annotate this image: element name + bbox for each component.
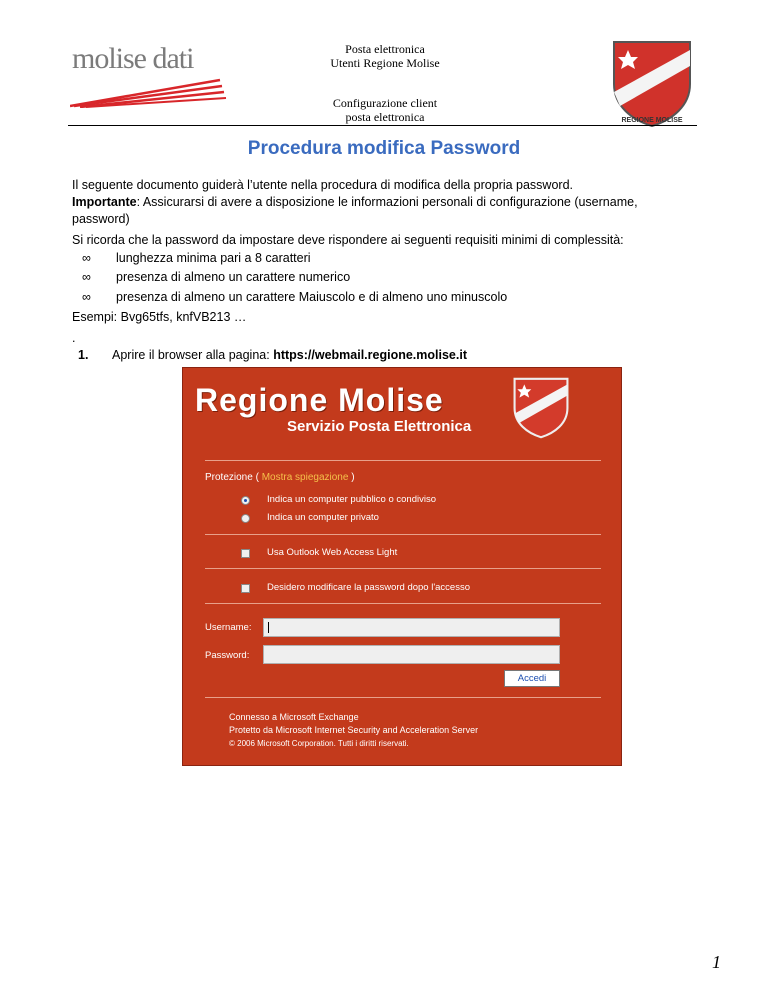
footer-line-1: Connesso a Microsoft Exchange xyxy=(229,712,359,722)
bullet-icon: ∞ xyxy=(82,270,91,284)
regione-molise-crest-icon xyxy=(606,40,698,128)
owa-light-label: Usa Outlook Web Access Light xyxy=(267,547,398,558)
protection-text: Protezione ( xyxy=(205,472,262,483)
owa-subtitle: Servizio Posta Elettronica xyxy=(287,418,472,435)
divider xyxy=(205,568,601,569)
important-text: : Assicurarsi di avere a disposizione le informazioni personali di configurazione (username, password) xyxy=(72,195,638,226)
step-number: 1. xyxy=(78,348,89,362)
divider xyxy=(205,534,601,535)
examples-line: Esempi: Bvg65tfs, knfVB213 … xyxy=(72,310,247,324)
radio-private-computer[interactable] xyxy=(241,514,250,523)
step-url-link[interactable]: https://webmail.regione.molise.it xyxy=(273,348,467,362)
owa-light-checkbox[interactable] xyxy=(241,549,250,558)
divider xyxy=(205,697,601,698)
important-label: Importante xyxy=(72,195,137,209)
owa-crest-icon xyxy=(509,374,573,442)
list-item xyxy=(82,270,350,284)
radio-public-computer[interactable] xyxy=(241,496,250,505)
crest-text: REGIONE MOLISE xyxy=(621,117,683,124)
divider xyxy=(205,603,601,604)
username-label: Username: xyxy=(205,622,252,633)
list-item xyxy=(82,251,311,265)
password-input[interactable] xyxy=(263,645,560,664)
radio-public-label: Indica un computer pubblico o condiviso xyxy=(267,494,436,505)
step-1 xyxy=(78,348,467,362)
logo-text: molise dati xyxy=(72,42,194,75)
protection-close: ) xyxy=(348,472,355,483)
list-item-text: presenza di almeno un carattere Maiuscolo e di almeno uno minuscolo xyxy=(116,290,508,304)
username-input[interactable] xyxy=(263,618,560,637)
change-password-checkbox[interactable] xyxy=(241,584,250,593)
header-divider xyxy=(68,125,697,126)
page-number: 1 xyxy=(712,952,721,972)
text-caret xyxy=(268,622,269,633)
radio-private-label: Indica un computer privato xyxy=(267,512,379,523)
password-label: Password: xyxy=(205,650,250,661)
intro-paragraph: Il seguente documento guiderà l’utente nella procedura di modifica della propria password. xyxy=(72,178,574,192)
show-explanation-link[interactable]: Mostra spiegazione xyxy=(261,472,349,483)
change-password-label: Desidero modificare la password dopo l'accesso xyxy=(267,582,470,593)
bullet-icon: ∞ xyxy=(82,290,91,304)
important-paragraph xyxy=(72,194,692,228)
logo-stripes-icon xyxy=(70,76,230,108)
separator-dot: . xyxy=(72,331,76,345)
header-line-4: posta elettronica xyxy=(345,110,425,124)
divider xyxy=(205,460,601,461)
header-line-2: Utenti Regione Molise xyxy=(330,56,440,70)
header-line-3: Configurazione client xyxy=(332,96,438,110)
header-center xyxy=(300,42,470,124)
footer-copyright: © 2006 Microsoft Corporation. Tutti i diritti riservati. xyxy=(229,739,409,748)
list-item xyxy=(82,290,507,304)
page-title: Procedura modifica Password xyxy=(247,138,521,159)
step-text: Aprire il browser alla pagina: xyxy=(112,348,274,362)
molise-dati-logo xyxy=(70,40,230,110)
requirements-intro: Si ricorda che la password da impostare deve rispondere ai seguenti requisiti minimi di complessità: xyxy=(72,233,624,247)
login-button[interactable]: Accedi xyxy=(504,670,560,687)
header-line-1: Posta elettronica xyxy=(345,42,425,56)
list-item-text: presenza di almeno un carattere numerico xyxy=(116,270,351,284)
owa-login-screenshot xyxy=(182,367,622,766)
footer-line-2: Protetto da Microsoft Internet Security and Acceleration Server xyxy=(229,725,479,735)
protection-label xyxy=(205,472,355,483)
owa-title: Regione Molise xyxy=(195,382,444,418)
bullet-icon: ∞ xyxy=(82,251,91,265)
list-item-text: lunghezza minima pari a 8 caratteri xyxy=(116,251,311,265)
